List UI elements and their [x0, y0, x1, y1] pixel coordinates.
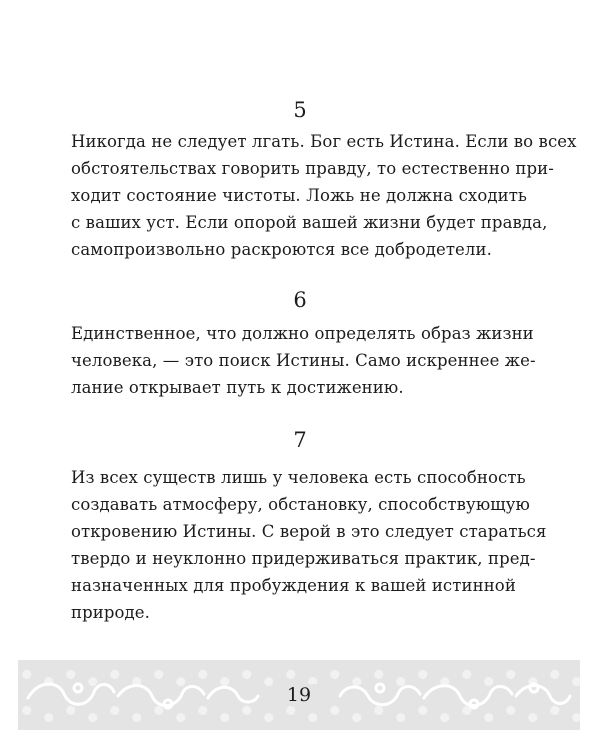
section-number-6: 6	[293, 288, 307, 312]
page-number	[18, 678, 580, 712]
paragraph-5	[71, 128, 577, 263]
text-line: человека, — это поиск Истины. Само искреннее же-	[71, 351, 536, 370]
text-line: Никогда не следует лгать. Бог есть Истина. Если во всех	[71, 132, 577, 151]
text-line: создавать атмосферу, обстановку, способствующую	[71, 495, 530, 514]
text-line: Единственное, что должно определять образ жизни	[71, 324, 534, 343]
text-line: откровению Истины. С верой в это следует стараться	[71, 522, 547, 541]
section-number-7: 7	[293, 428, 307, 452]
paragraph-7	[71, 464, 547, 626]
text-line: Из всех существ лишь у человека есть способность	[71, 468, 526, 487]
text-line: лание открывает путь к достижению.	[71, 378, 404, 397]
text-line: природе.	[71, 603, 151, 622]
section-number-5: 5	[293, 98, 307, 122]
page-number-text: 19	[273, 684, 325, 706]
text-line: с ваших уст. Если опорой вашей жизни будет правда,	[71, 213, 548, 232]
text-line: назначенных для пробуждения к вашей истинной	[71, 576, 516, 595]
text-line: твердо и неуклонно придерживаться практик, пред-	[71, 549, 536, 568]
text-line: ходит состояние чистоты. Ложь не должна сходить	[71, 186, 528, 205]
decorative-footer	[18, 660, 580, 730]
text-line: самопроизвольно раскроются все добродетели.	[71, 240, 492, 259]
text-line: обстоятельствах говорить правду, то естественно при-	[71, 159, 554, 178]
paragraph-6	[71, 320, 536, 401]
